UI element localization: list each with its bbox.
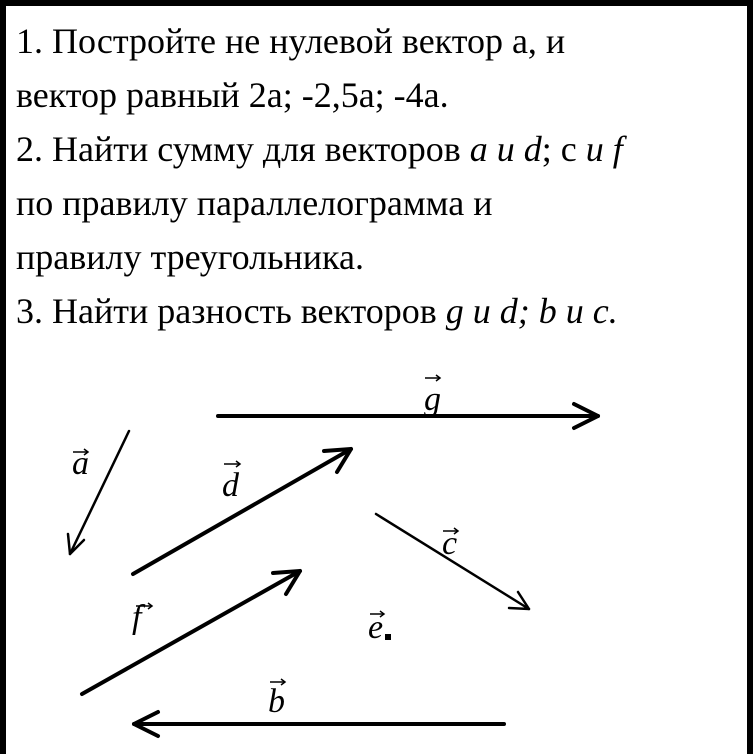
task3-and2: и	[556, 291, 593, 331]
task2-and1: и	[487, 129, 524, 169]
vector-e	[385, 634, 391, 640]
task2-sep: ;	[541, 129, 561, 169]
task2-line3: правилу треугольника.	[16, 237, 364, 277]
vector-b	[134, 712, 504, 736]
task2-line2: по правилу параллелограмма и	[16, 183, 493, 223]
task2-vec-d: d	[523, 129, 542, 169]
task1-line1: 1. Постройте не нулевой вектор а, и	[16, 21, 566, 61]
vector-d-label	[222, 461, 240, 504]
task2-and2: и	[576, 129, 613, 169]
task2-line1	[16, 122, 751, 176]
label-g: g	[424, 381, 441, 418]
vector-b-label	[268, 679, 285, 720]
vector-g	[218, 404, 598, 428]
task3-and1: и	[463, 291, 500, 331]
task3-vec-d: d;	[499, 291, 539, 331]
task3-vec-c: c.	[592, 291, 618, 331]
task2-vec-c: c	[560, 129, 577, 169]
label-e: e	[368, 609, 384, 646]
task3-prefix: 3. Найти разность векторов	[16, 291, 446, 331]
vector-g-label	[424, 375, 441, 418]
label-f: f	[132, 599, 142, 636]
task3-vec-b: b	[538, 291, 557, 331]
label-b: b	[268, 683, 285, 720]
task2-vec-a: a	[469, 129, 488, 169]
task2-vec-f: f	[612, 129, 623, 169]
task2-prefix: 2. Найти сумму для векторов	[16, 129, 470, 169]
label-a: a	[72, 445, 89, 482]
vectors-figure	[6, 346, 753, 754]
task3-line1	[16, 284, 751, 338]
label-d: d	[222, 467, 239, 504]
vector-a-label	[72, 445, 89, 482]
vector-f-label	[132, 599, 152, 636]
vector-d	[133, 449, 351, 574]
task1-line2: вектор равный 2а; -2,5а; -4а.	[16, 75, 449, 115]
label-c: c	[442, 525, 458, 562]
vector-c-label	[442, 525, 458, 562]
task-text	[16, 14, 751, 338]
task3-vec-g: g	[445, 291, 464, 331]
vector-e-label	[368, 609, 384, 646]
vector-f	[82, 571, 300, 694]
